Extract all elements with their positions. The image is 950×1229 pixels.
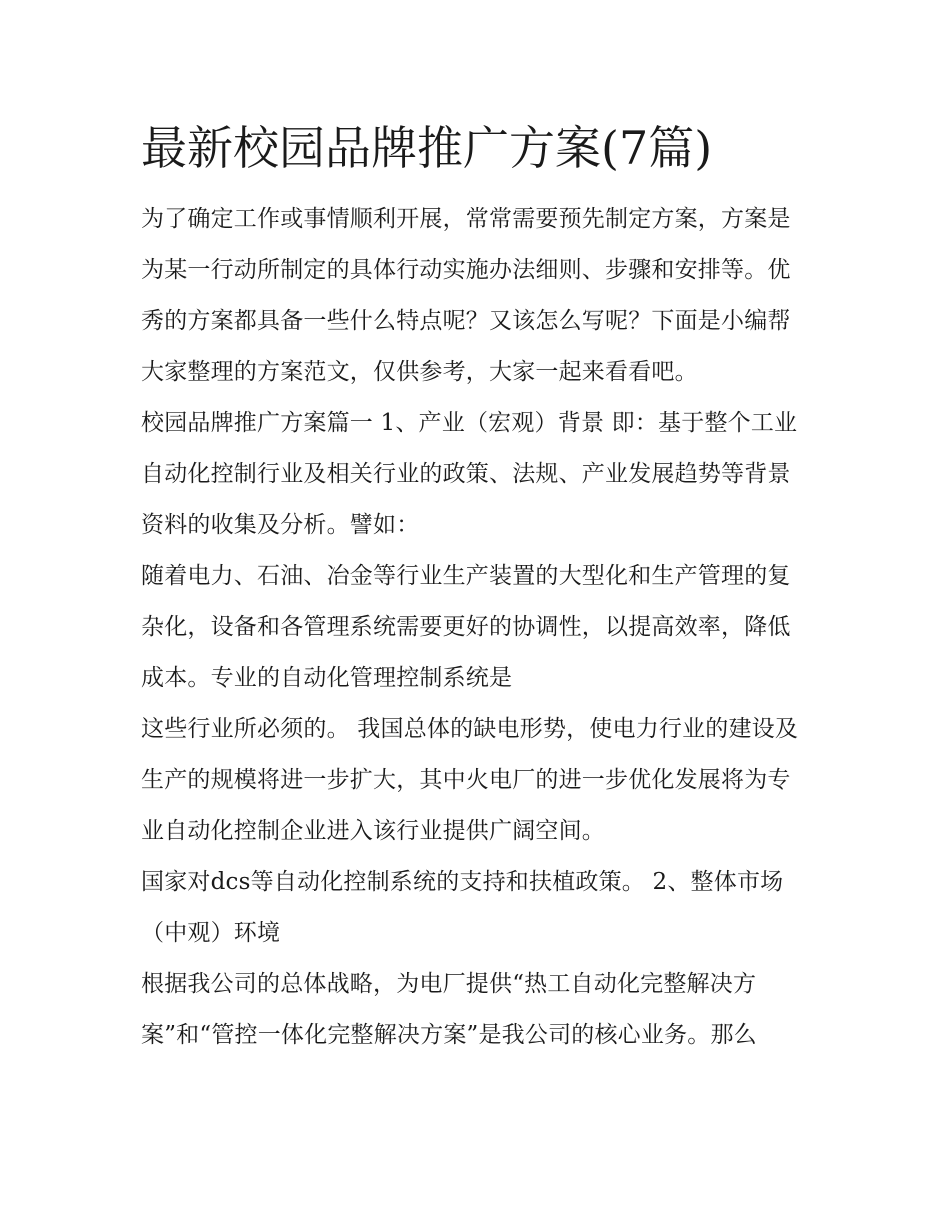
document-title: 最新校园品牌推广方案(7篇) xyxy=(141,121,713,175)
paragraph-strategy: 根据我公司的总体战略，为电厂提供“热工自动化完整解决方案”和“管控一体化完整解决方案”是我公司的核心业务。那么 xyxy=(141,971,757,1048)
paragraph-policy: 国家对dcs等自动化控制系统的支持和扶植政策。 2、整体市场（中观）环境 xyxy=(141,869,784,946)
paragraph-power-industry: 这些行业所必须的。 我国总体的缺电形势，使电力行业的建设及生产的规模将进一步扩大，其中火电厂的进一步优化发展将为专业自动化控制企业进入该行业提供广阔空间。 xyxy=(141,716,799,844)
paragraph-industry-background: 校园品牌推广方案篇一 1、产业（宏观）背景 即：基于整个工业自动化控制行业及相关行业的政策、法规、产业发展趋势等背景资料的收集及分析。譬如： xyxy=(141,410,798,538)
paragraph-trend: 随着电力、石油、冶金等行业生产装置的大型化和生产管理的复杂化，设备和各管理系统需要更好的协调性，以提高效率，降低成本。专业的自动化管理控制系统是 xyxy=(141,563,791,691)
document-page xyxy=(141,112,813,1061)
paragraph-intro: 为了确定工作或事情顺利开展，常常需要预先制定方案，方案是为某一行动所制定的具体行动实施办法细则、步骤和安排等。优秀的方案都具备一些什么特点呢？又该怎么写呢？下面是小编帮大家整理的方案范文，仅供参考，大家一起来看看吧。 xyxy=(141,206,791,385)
